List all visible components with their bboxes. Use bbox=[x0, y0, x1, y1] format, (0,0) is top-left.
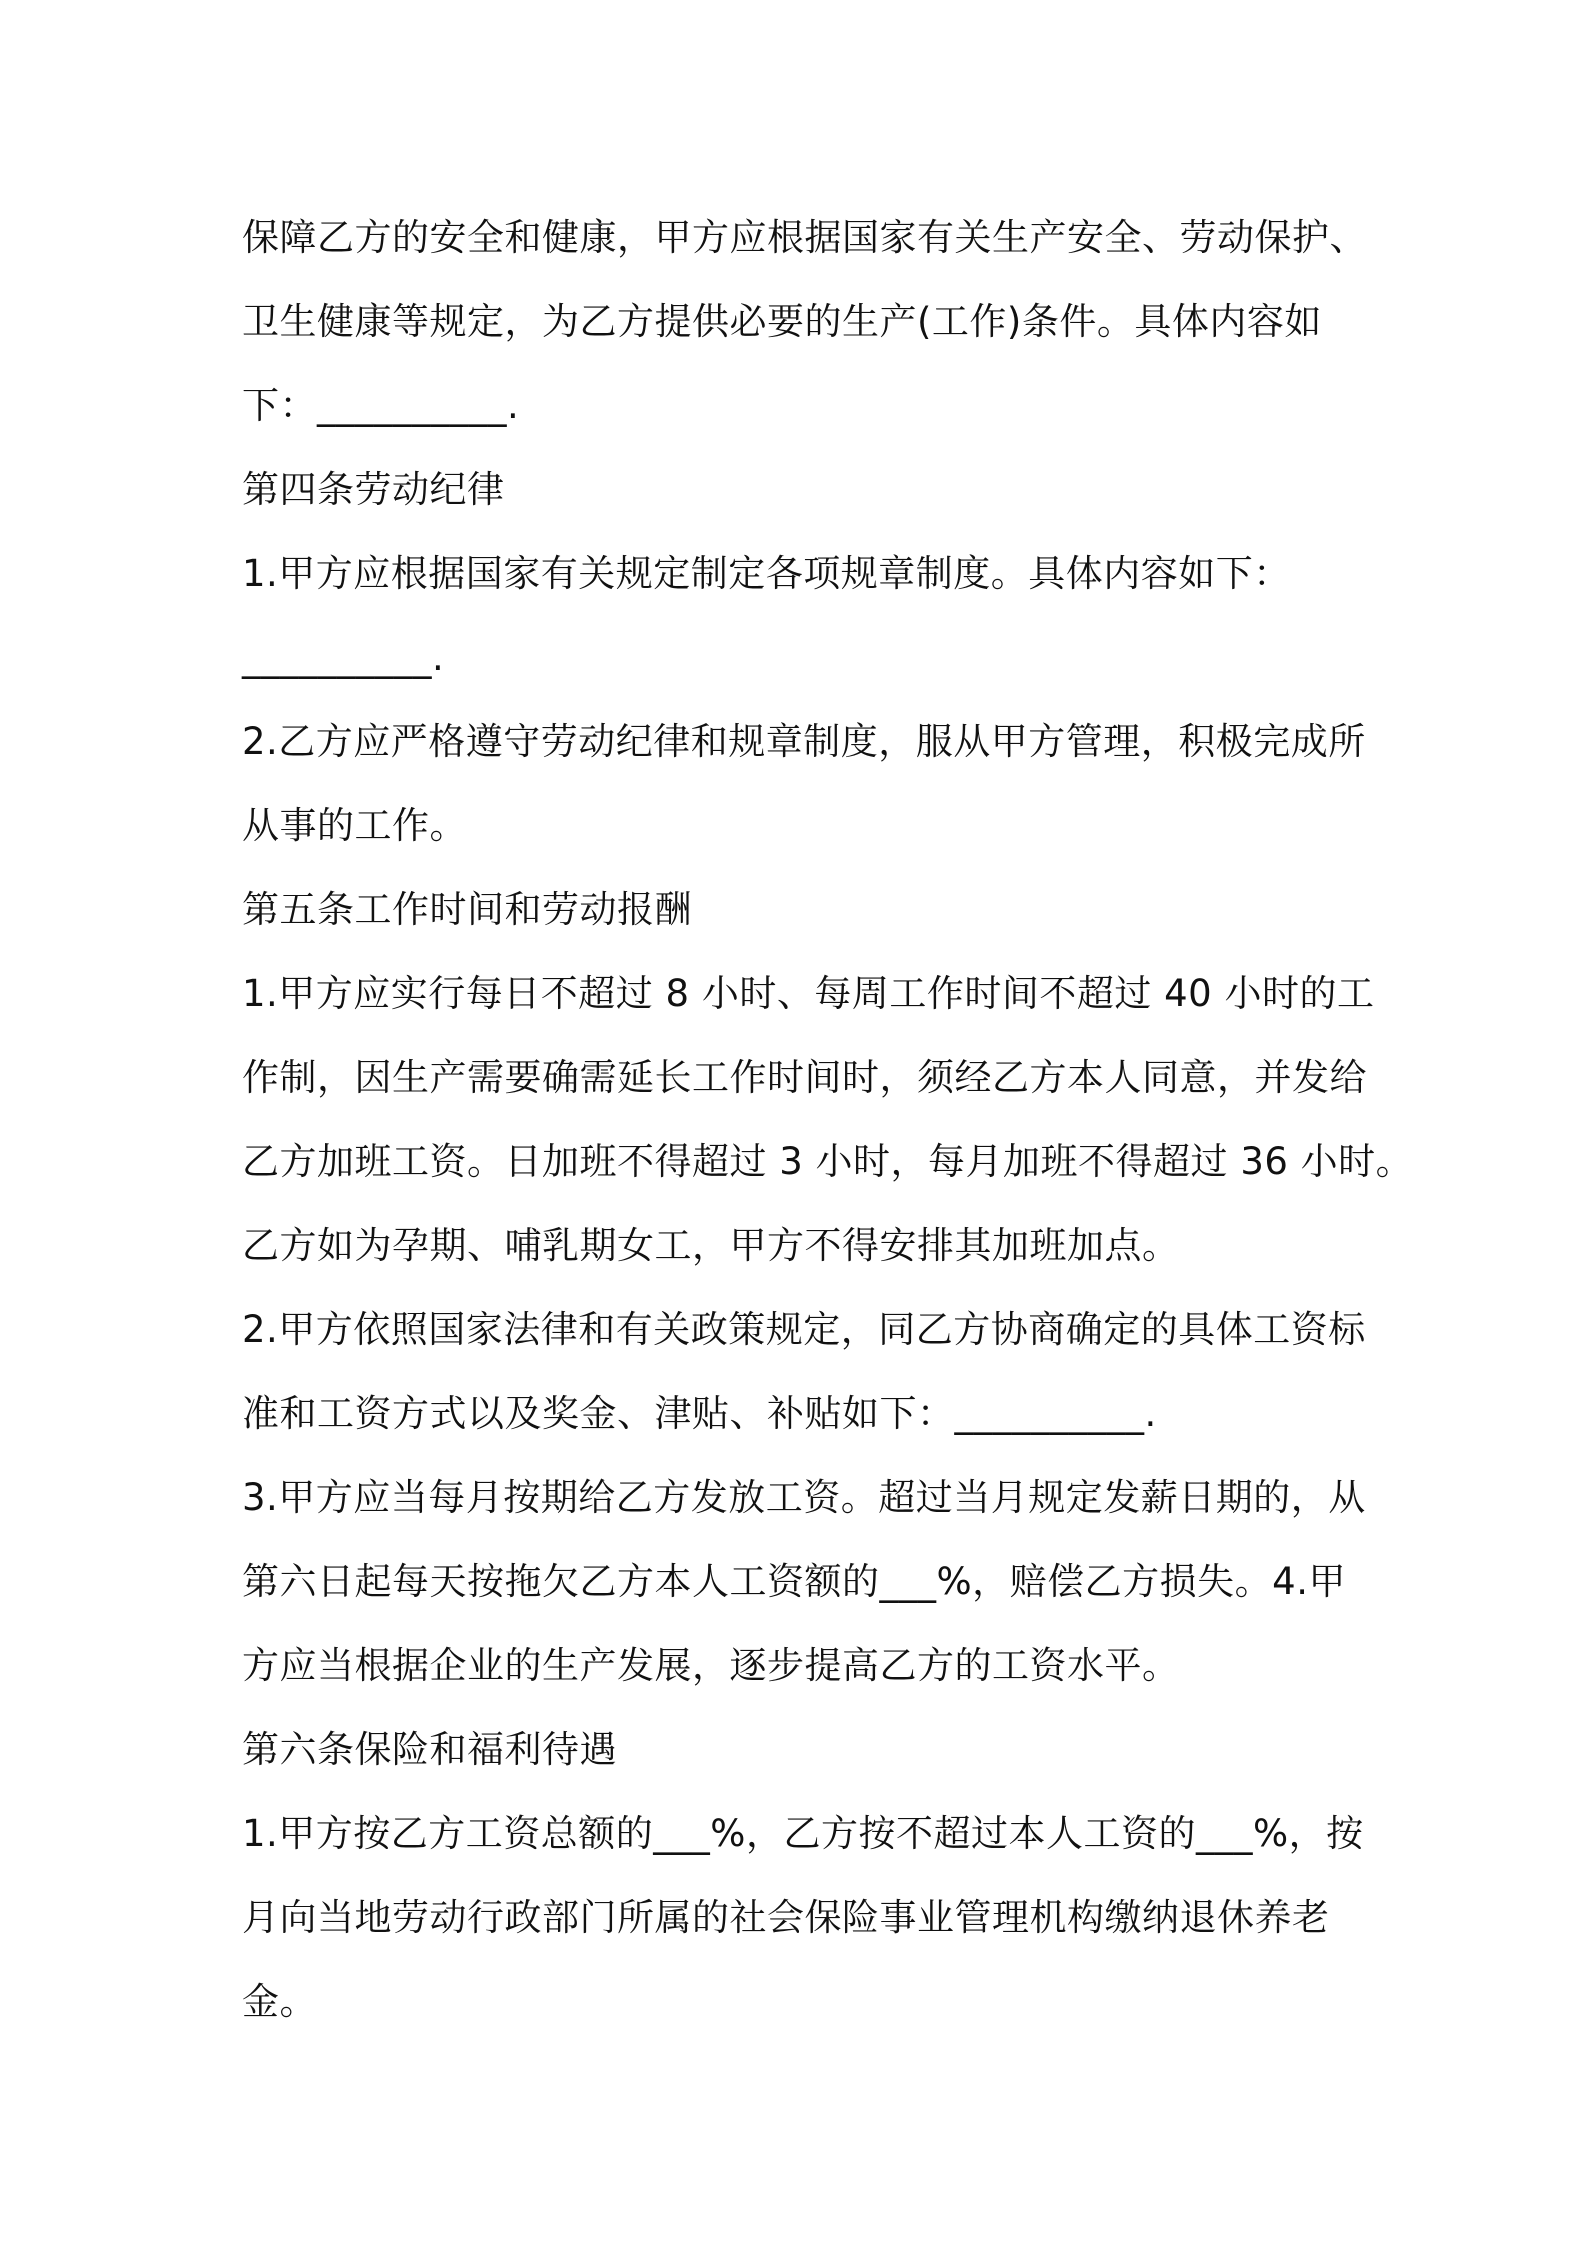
section-heading: 第四条劳动纪律 bbox=[242, 468, 505, 511]
text-line: 3.甲方应当每月按期给乙方发放工资。超过当月规定发薪日期的，从 bbox=[242, 1476, 1366, 1519]
text-line: 1.甲方按乙方工资总额的___%，乙方按不超过本人工资的___%，按 bbox=[242, 1812, 1364, 1855]
text-line: 准和工资方式以及奖金、津贴、补贴如下：__________. bbox=[242, 1392, 1157, 1435]
text-line: 保障乙方的安全和健康，甲方应根据国家有关生产安全、劳动保护、 bbox=[242, 216, 1367, 259]
text-line: 下：__________. bbox=[242, 384, 520, 427]
text-line: 卫生健康等规定，为乙方提供必要的生产(工作)条件。具体内容如 bbox=[242, 300, 1322, 343]
text-line: 方应当根据企业的生产发展，逐步提高乙方的工资水平。 bbox=[242, 1644, 1180, 1687]
text-line: 2.乙方应严格遵守劳动纪律和规章制度，服从甲方管理，积极完成所 bbox=[242, 720, 1366, 763]
text-line: 乙方如为孕期、哺乳期女工，甲方不得安排其加班加点。 bbox=[242, 1224, 1180, 1267]
text-line: 月向当地劳动行政部门所属的社会保险事业管理机构缴纳退休养老 bbox=[242, 1896, 1330, 1939]
text-line: 1.甲方应实行每日不超过 8 小时、每周工作时间不超过 40 小时的工 bbox=[242, 972, 1375, 1015]
document-page bbox=[242, 196, 1414, 2044]
section-heading: 第五条工作时间和劳动报酬 bbox=[242, 888, 692, 931]
text-line: 2.甲方依照国家法律和有关政策规定，同乙方协商确定的具体工资标 bbox=[242, 1308, 1366, 1351]
section-heading: 第六条保险和福利待遇 bbox=[242, 1728, 617, 1771]
text-line: 1.甲方应根据国家有关规定制定各项规章制度。具体内容如下： bbox=[242, 552, 1291, 595]
text-line: 乙方加班工资。日加班不得超过 3 小时，每月加班不得超过 36 小时。 bbox=[242, 1140, 1414, 1183]
text-line: 金。 bbox=[242, 1980, 317, 2023]
text-line: 作制，因生产需要确需延长工作时间时，须经乙方本人同意，并发给 bbox=[242, 1056, 1367, 1099]
text-line: 从事的工作。 bbox=[242, 804, 467, 847]
text-line: __________. bbox=[242, 636, 445, 679]
text-line: 第六日起每天按拖欠乙方本人工资额的___%，赔偿乙方损失。4.甲 bbox=[242, 1560, 1346, 1603]
